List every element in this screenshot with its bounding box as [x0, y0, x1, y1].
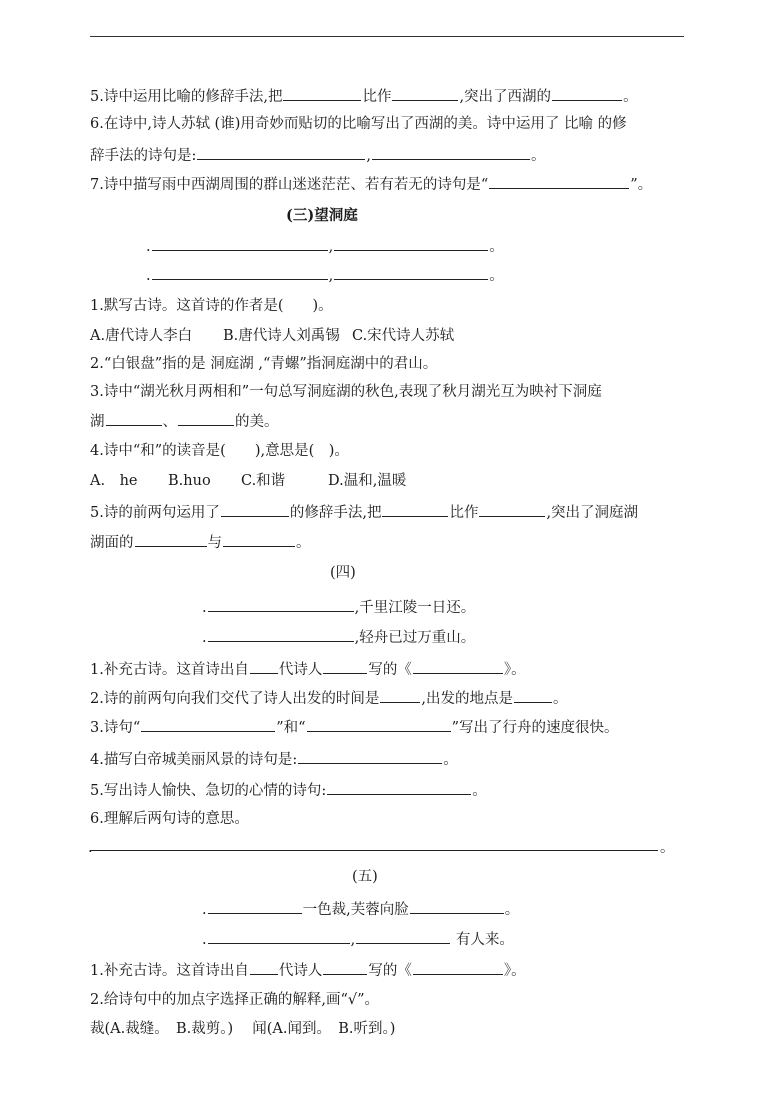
section-title-5: (五) — [352, 869, 378, 885]
header-rule — [90, 36, 684, 37]
s2-q5 — [90, 86, 638, 107]
answer-blank[interactable] — [334, 236, 488, 251]
answer-blank[interactable] — [223, 532, 295, 547]
section-title-3: (三)望洞庭 — [286, 207, 358, 224]
s3-q4-option-d[interactable]: D.温和,温暖 — [328, 473, 407, 489]
answer-blank[interactable] — [372, 145, 530, 160]
s3-q4-option-a[interactable]: A. he — [90, 473, 138, 489]
s3-poem-end: 。 — [489, 268, 504, 284]
s2-q7-text-b: ”。 — [630, 177, 653, 193]
s5-q1-text-b: 代诗人 — [278, 963, 323, 979]
answer-blank[interactable] — [141, 717, 275, 732]
s3-poem-line2 — [146, 265, 504, 286]
answer-blank[interactable] — [323, 659, 367, 674]
s3-q4-option-c[interactable]: C.和谐 — [241, 473, 286, 489]
s3-q1-option-c[interactable]: C.宋代诗人苏轼 — [352, 328, 455, 344]
s3-poem-end: 。 — [489, 239, 504, 255]
s4-q5 — [90, 780, 487, 801]
s4-q2-text-b: ,出发的地点是 — [421, 691, 513, 707]
s5-poem-end2: 有人来。 — [455, 932, 514, 948]
s5-poem-line2 — [202, 929, 514, 950]
s4-poem-line2-end: ,轻舟已过万重山。 — [354, 630, 476, 646]
s3-q4-option-b[interactable]: B.huo — [168, 473, 211, 489]
s4-poem-line1-end: ,千里江陵一日还。 — [354, 600, 476, 616]
s3-poem-dot: . — [146, 239, 151, 255]
s5-q1 — [90, 960, 526, 981]
s3-q1: 1.默写古诗。这首诗的作者是( )。 — [90, 298, 333, 314]
s2-q7 — [90, 174, 652, 195]
answer-blank[interactable] — [334, 265, 488, 280]
answer-blank[interactable] — [392, 86, 458, 101]
s5-poem-dot: . — [202, 902, 207, 918]
s2-q6-end: 。 — [531, 148, 546, 164]
s4-q6-answer-line[interactable] — [90, 850, 658, 851]
s3-poem-dot: . — [146, 268, 151, 284]
s4-q3 — [90, 717, 619, 738]
s2-q6-line1: 6.在诗中,诗人苏轼 (谁)用奇妙而贴切的比喻写出了西湖的美。诗中运用了 比喻 的修 — [90, 116, 627, 132]
s2-q5-text-d: 。 — [623, 89, 638, 105]
s4-poem-dot: . — [202, 600, 207, 616]
s4-q3-text-b: ”和“ — [276, 720, 306, 736]
s4-q1-text-d: 》。 — [503, 662, 526, 678]
s2-q5-text-c: ,突出了西湖的 — [459, 89, 552, 105]
answer-blank[interactable] — [197, 145, 365, 160]
answer-blank[interactable] — [152, 265, 328, 280]
s2-q5-text-b: 比作 — [362, 89, 392, 105]
s3-q5-text-f: 与 — [207, 535, 222, 551]
s5-poem-mid1: 一色裁,芙蓉向脸 — [302, 902, 409, 918]
s3-q5-text-c: 比作 — [449, 505, 479, 521]
answer-blank[interactable] — [208, 929, 350, 944]
s4-q3-text-a: 3.诗句“ — [90, 720, 141, 736]
answer-blank[interactable] — [221, 502, 289, 517]
s4-q1-text-c: 写的《 — [368, 662, 412, 678]
s2-q6-text: 辞手法的诗句是: — [90, 148, 197, 164]
answer-blank[interactable] — [250, 960, 278, 975]
s3-q1-option-a[interactable]: A.唐代诗人李白 — [90, 328, 193, 344]
s2-q5-text-a: 5.诗中运用比喻的修辞手法,把 — [90, 89, 283, 105]
s3-q4: 4.诗中“和”的读音是( ),意思是( )。 — [90, 443, 349, 459]
answer-blank[interactable] — [514, 688, 552, 703]
answer-blank[interactable] — [413, 659, 503, 674]
s4-q4-text-a: 4.描写白帝城美丽风景的诗句是: — [90, 752, 298, 768]
answer-blank[interactable] — [323, 960, 367, 975]
answer-blank[interactable] — [135, 532, 207, 547]
answer-blank[interactable] — [307, 717, 451, 732]
s5-poem-dot: . — [202, 932, 207, 948]
s3-q5-text-g: 。 — [296, 535, 311, 551]
s5-q1-text-a: 1.补充古诗。这首诗出自 — [90, 963, 249, 979]
s3-q3-end: 的美。 — [235, 414, 279, 430]
s4-q6-answer-dot: . — [88, 840, 93, 856]
s5-poem-end1: 。 — [504, 902, 520, 918]
answer-blank[interactable] — [283, 86, 361, 101]
answer-blank[interactable] — [327, 780, 471, 795]
s4-q4 — [90, 749, 458, 770]
s4-q5-text-a: 5.写出诗人愉快、急切的心情的诗句: — [90, 783, 327, 799]
answer-blank[interactable] — [382, 502, 448, 517]
s2-q6-comma: , — [366, 148, 371, 164]
s4-q2-text-c: 。 — [552, 691, 568, 707]
s3-poem-comma: , — [328, 239, 334, 255]
s3-poem-line1 — [146, 236, 504, 257]
s5-q1-text-d: 》。 — [503, 963, 526, 979]
s4-q2 — [90, 688, 567, 709]
answer-blank[interactable] — [208, 597, 354, 612]
s4-q1 — [90, 659, 526, 680]
s5-q1-text-c: 写的《 — [368, 963, 412, 979]
answer-blank[interactable] — [106, 411, 162, 426]
section-title-4: (四) — [330, 565, 356, 581]
s3-q5-text-b: 的修辞手法,把 — [289, 505, 382, 521]
s4-q1-text-a: 1.补充古诗。这首诗出自 — [90, 662, 249, 678]
s2-q6-line2 — [90, 145, 546, 166]
s3-q5-text-d: ,突出了洞庭湖 — [546, 505, 639, 521]
s3-q3-line2 — [90, 411, 279, 432]
s5-q2-options[interactable]: 裁(A.裁缝。 B.裁剪。) 闻(A.闻到。 B.听到。) — [90, 1021, 396, 1037]
answer-blank[interactable] — [380, 688, 420, 703]
s4-poem-line2 — [202, 627, 475, 648]
s4-q6: 6.理解后两句诗的意思。 — [90, 811, 249, 827]
s4-q3-text-c: ”写出了行舟的速度很快。 — [451, 720, 619, 736]
s4-poem-dot: . — [202, 630, 207, 646]
answer-blank[interactable] — [413, 960, 503, 975]
answer-blank[interactable] — [178, 411, 234, 426]
s4-q2-text-a: 2.诗的前两句向我们交代了诗人出发的时间是 — [90, 691, 380, 707]
s3-q2: 2.“白银盘”指的是 洞庭湖 ,“青螺”指洞庭湖中的君山。 — [90, 356, 438, 372]
s5-poem-line1 — [202, 899, 519, 920]
s3-q5-line1 — [90, 502, 638, 523]
s3-q1-option-b[interactable]: B.唐代诗人刘禹锡 — [223, 328, 340, 344]
answer-blank[interactable] — [479, 502, 545, 517]
s4-q1-text-b: 代诗人 — [278, 662, 323, 678]
answer-blank[interactable] — [152, 236, 328, 251]
answer-blank[interactable] — [298, 749, 442, 764]
answer-blank[interactable] — [552, 86, 622, 101]
answer-blank[interactable] — [250, 659, 278, 674]
s3-q3-line1: 3.诗中“湖光秋月两相和”一句总写洞庭湖的秋色,表现了秋月湖光互为映衬下洞庭 — [90, 384, 602, 400]
s3-q5-text-a: 5.诗的前两句运用了 — [90, 505, 220, 521]
s3-q5-text-e: 湖面的 — [90, 535, 134, 551]
s4-q4-text-b: 。 — [443, 752, 458, 768]
answer-blank[interactable] — [489, 174, 629, 189]
s4-poem-line1 — [202, 597, 475, 618]
s5-q2: 2.给诗句中的加点字选择正确的解释,画“√”。 — [90, 992, 380, 1008]
s3-q3-sep: 、 — [162, 414, 177, 430]
s3-q3-text-a: 湖 — [90, 414, 105, 430]
answer-blank[interactable] — [410, 899, 504, 914]
s3-q5-line2 — [90, 532, 311, 553]
s3-poem-comma: , — [328, 268, 334, 284]
answer-blank[interactable] — [208, 627, 354, 642]
s2-q7-text-a: 7.诗中描写雨中西湖周围的群山迷迷茫茫、若有若无的诗句是“ — [90, 177, 489, 193]
s5-poem-comma: , — [350, 932, 356, 948]
s4-q5-text-b: 。 — [472, 783, 487, 799]
answer-blank[interactable] — [356, 929, 450, 944]
s4-q6-answer-end: 。 — [660, 840, 675, 856]
answer-blank[interactable] — [208, 899, 302, 914]
